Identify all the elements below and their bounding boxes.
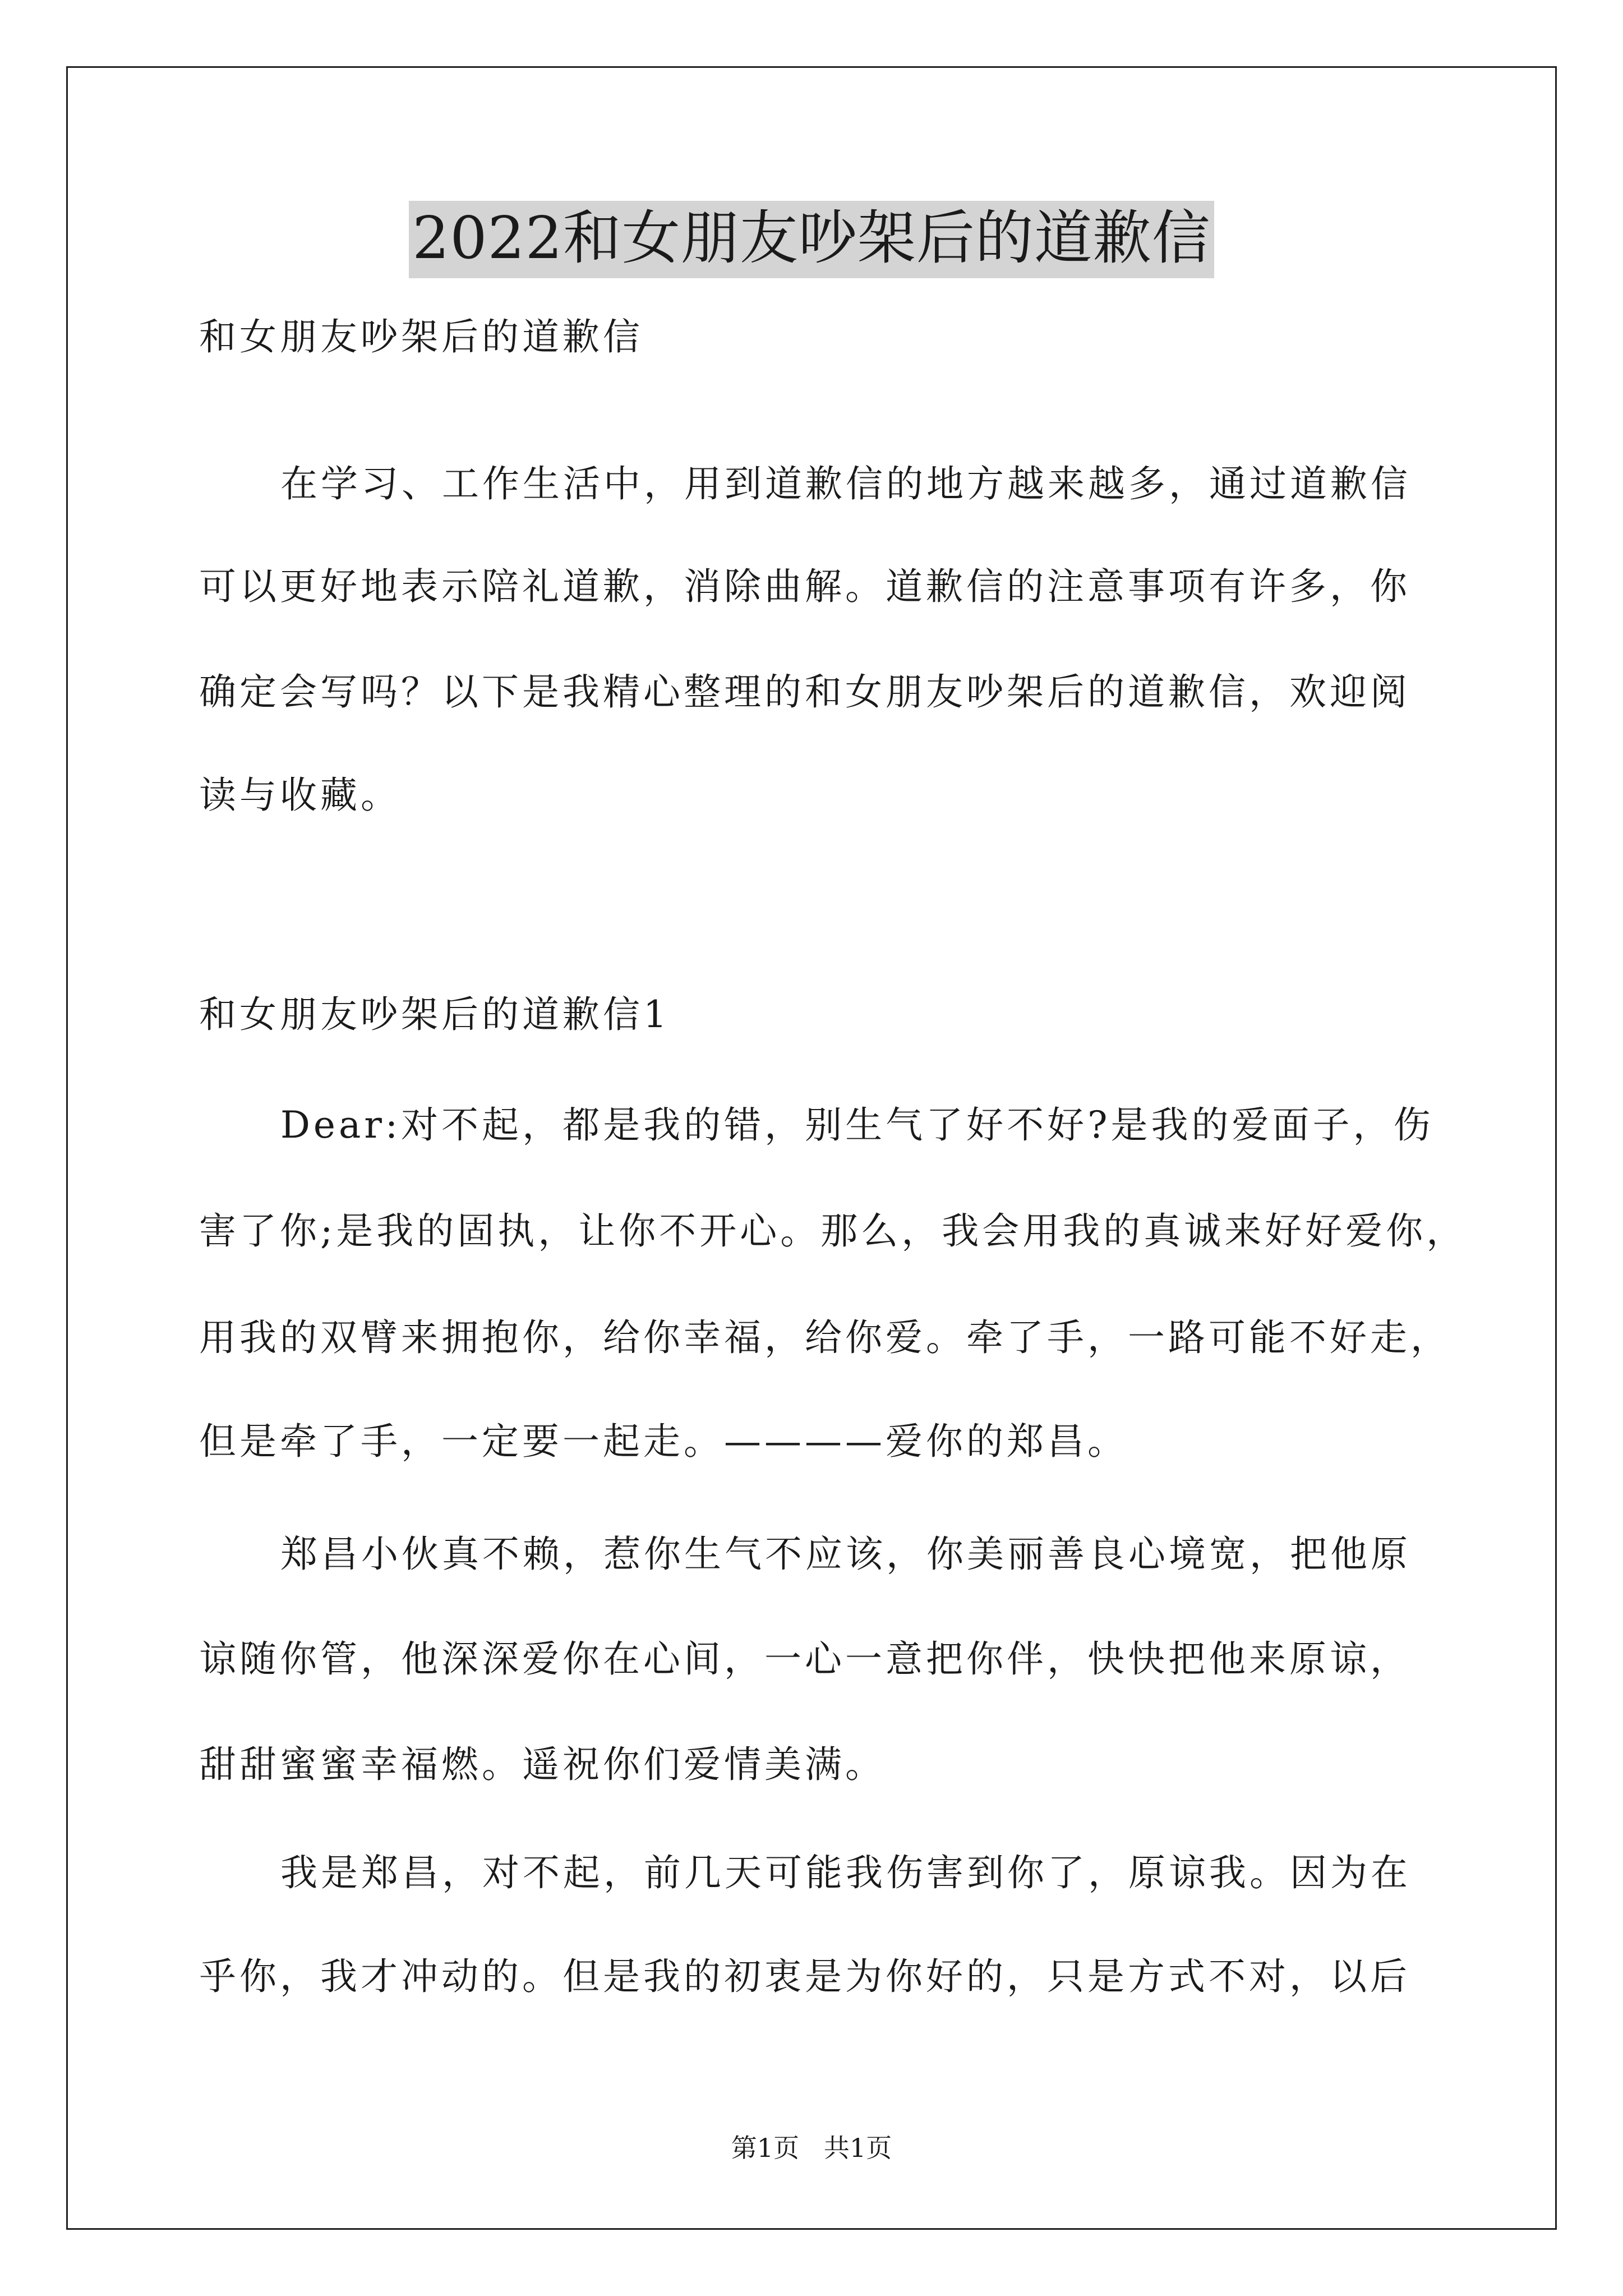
closing-line: 我是郑昌，对不起，前几天可能我伤害到你了，原谅我。因为在 xyxy=(280,1851,1411,1894)
document-title-text: 2022和女朋友吵架后的道歉信 xyxy=(409,201,1214,278)
closing-line: 乎你，我才冲动的。但是我的初衷是为你好的，只是方式不对，以后 xyxy=(199,1955,1410,1998)
page-border xyxy=(66,66,1557,2230)
poem-line: 谅随你管，他深深爱你在心间，一心一意把你伴，快快把他来原谅， xyxy=(199,1637,1410,1681)
poem-line: 甜甜蜜蜜幸福燃。遥祝你们爱情美满。 xyxy=(199,1743,886,1786)
intro-line: 读与收藏。 xyxy=(199,774,401,817)
document-title xyxy=(0,201,1623,278)
letter-line: Dear:对不起，都是我的错，别生气了好不好?是我的爱面子，伤 xyxy=(280,1103,1434,1147)
poem-line: 郑昌小伙真不赖，惹你生气不应该，你美丽善良心境宽，把他原 xyxy=(280,1533,1411,1576)
section-heading: 和女朋友吵架后的道歉信1 xyxy=(199,993,670,1036)
document-subtitle: 和女朋友吵架后的道歉信 xyxy=(199,315,643,358)
page-number: 第1页 共1页 xyxy=(731,2133,892,2163)
letter-line: 但是牵了手，一定要一起走。————爱你的郑昌。 xyxy=(199,1420,1128,1463)
letter-line: 害了你;是我的固执，让你不开心。那么，我会用我的真诚来好好爱你， xyxy=(199,1209,1467,1253)
intro-line: 确定会写吗？以下是我精心整理的和女朋友吵架后的道歉信，欢迎阅 xyxy=(199,670,1410,714)
intro-line: 可以更好地表示陪礼道歉，消除曲解。道歉信的注意事项有许多，你 xyxy=(199,565,1410,608)
letter-line: 用我的双臂来拥抱你，给你幸福，给你爱。牵了手，一路可能不好走， xyxy=(199,1316,1451,1359)
intro-line: 在学习、工作生活中，用到道歉信的地方越来越多，通过道歉信 xyxy=(280,462,1411,505)
